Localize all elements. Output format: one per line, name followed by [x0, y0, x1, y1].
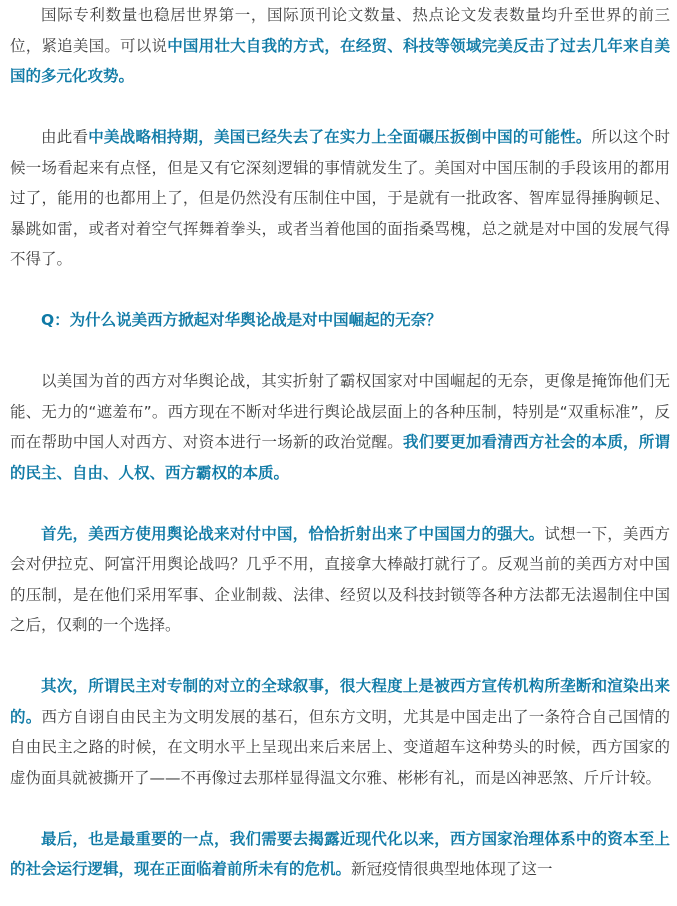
paragraph-3 [10, 366, 670, 488]
paragraph-4-text: 试想一下，美西方会对伊拉克、阿富汗用舆论战吗？几乎不用，直接拿大棒敲打就行了。反观当前的美西方对中国的压制，是在他们采用军事、企业制裁、法律、经贸以及科技封锁等各种方法都无法遏制住中国之后，仅剩的一个选择。 [10, 524, 670, 634]
paragraph-6-text: 新冠疫情很典型地体现了这一 [351, 860, 553, 878]
paragraph-4-highlight: 首先，美西方使用舆论战来对付中国，恰恰折射出来了中国国力的强大。 [41, 524, 545, 543]
paragraph-2-highlight: 中美战略相持期，美国已经失去了在实力上全面碾压扳倒中国的可能性。 [88, 128, 592, 146]
paragraph-1-text: 国际专利数量也稳居世界第一，国际顶刊论文数量、热点论文发表数量均升至世界的前三位，紧追美国。可以说 [10, 6, 670, 55]
question-text: Q：为什么说美西方掀起对华舆论战是对中国崛起的无奈？ [41, 311, 442, 329]
paragraph-gap [10, 336, 670, 367]
paragraph-2-lead: 由此看 [41, 128, 89, 146]
paragraph-6-highlight: 最后，也是最重要的一点，我们需要去揭露近现代化以来，西方国家治理体系中的资本至上的社会运行逻辑，现在正面临着前所未有的危机。 [10, 829, 670, 878]
paragraph-1-highlight: 中国用壮大自我的方式，在经贸、科技等领域完美反击了过去几年来自美国的多元化攻势。 [10, 36, 670, 85]
question-heading [10, 305, 670, 336]
paragraph-5-highlight: 其次，所谓民主对专制的对立的全球叙事，很大程度上是被西方宣传机构所垄断和渲染出来的。 [10, 677, 670, 726]
paragraph-gap [10, 92, 670, 123]
paragraph-2-text: 所以这个时候一场看起来有点怪，但是又有它深刻逻辑的事情就发生了。美国对中国压制的手段该用的都用过了，能用的也都用上了，但是仍然没有压制住中国，于是就有一批政客、智库显得捶胸顿足、暴跳如雷，或者对着空气挥舞着拳头，或者当着他国的面指桑骂槐，总之就是对中国的发展气得不得了。 [10, 128, 670, 268]
paragraph-3-text: 以美国为首的西方对华舆论战，其实折射了霸权国家对中国崛起的无奈，更像是掩饰他们无能、无力的“遮羞布”。西方现在不断对华进行舆论战层面上的各种压制，特别是“双重标准”，反而在帮助中国人对西方、对资本进行一场新的政治觉醒。 [10, 372, 670, 451]
paragraph-gap [10, 488, 670, 519]
paragraph-5 [10, 671, 670, 793]
paragraph-gap [10, 275, 670, 306]
paragraph-gap [10, 793, 670, 824]
paragraph-1 [10, 0, 670, 92]
paragraph-6 [10, 824, 670, 885]
paragraph-4 [10, 519, 670, 641]
article-body [10, 0, 670, 885]
paragraph-5-text: 西方自诩自由民主为文明发展的基石，但东方文明，尤其是中国走出了一条符合自己国情的自由民主之路的时候，在文明水平上呈现出来后来居上、变道超车这种势头的时候，西方国家的虚伪面具就被撕开了——不再像过去那样显得温文尔雅、彬彬有礼，而是凶神恶煞、斤斤计较。 [10, 707, 670, 787]
paragraph-2 [10, 122, 670, 275]
paragraph-gap [10, 641, 670, 672]
paragraph-3-highlight: 我们要更加看清西方社会的本质，所谓的民主、自由、人权、西方霸权的本质。 [10, 433, 670, 482]
